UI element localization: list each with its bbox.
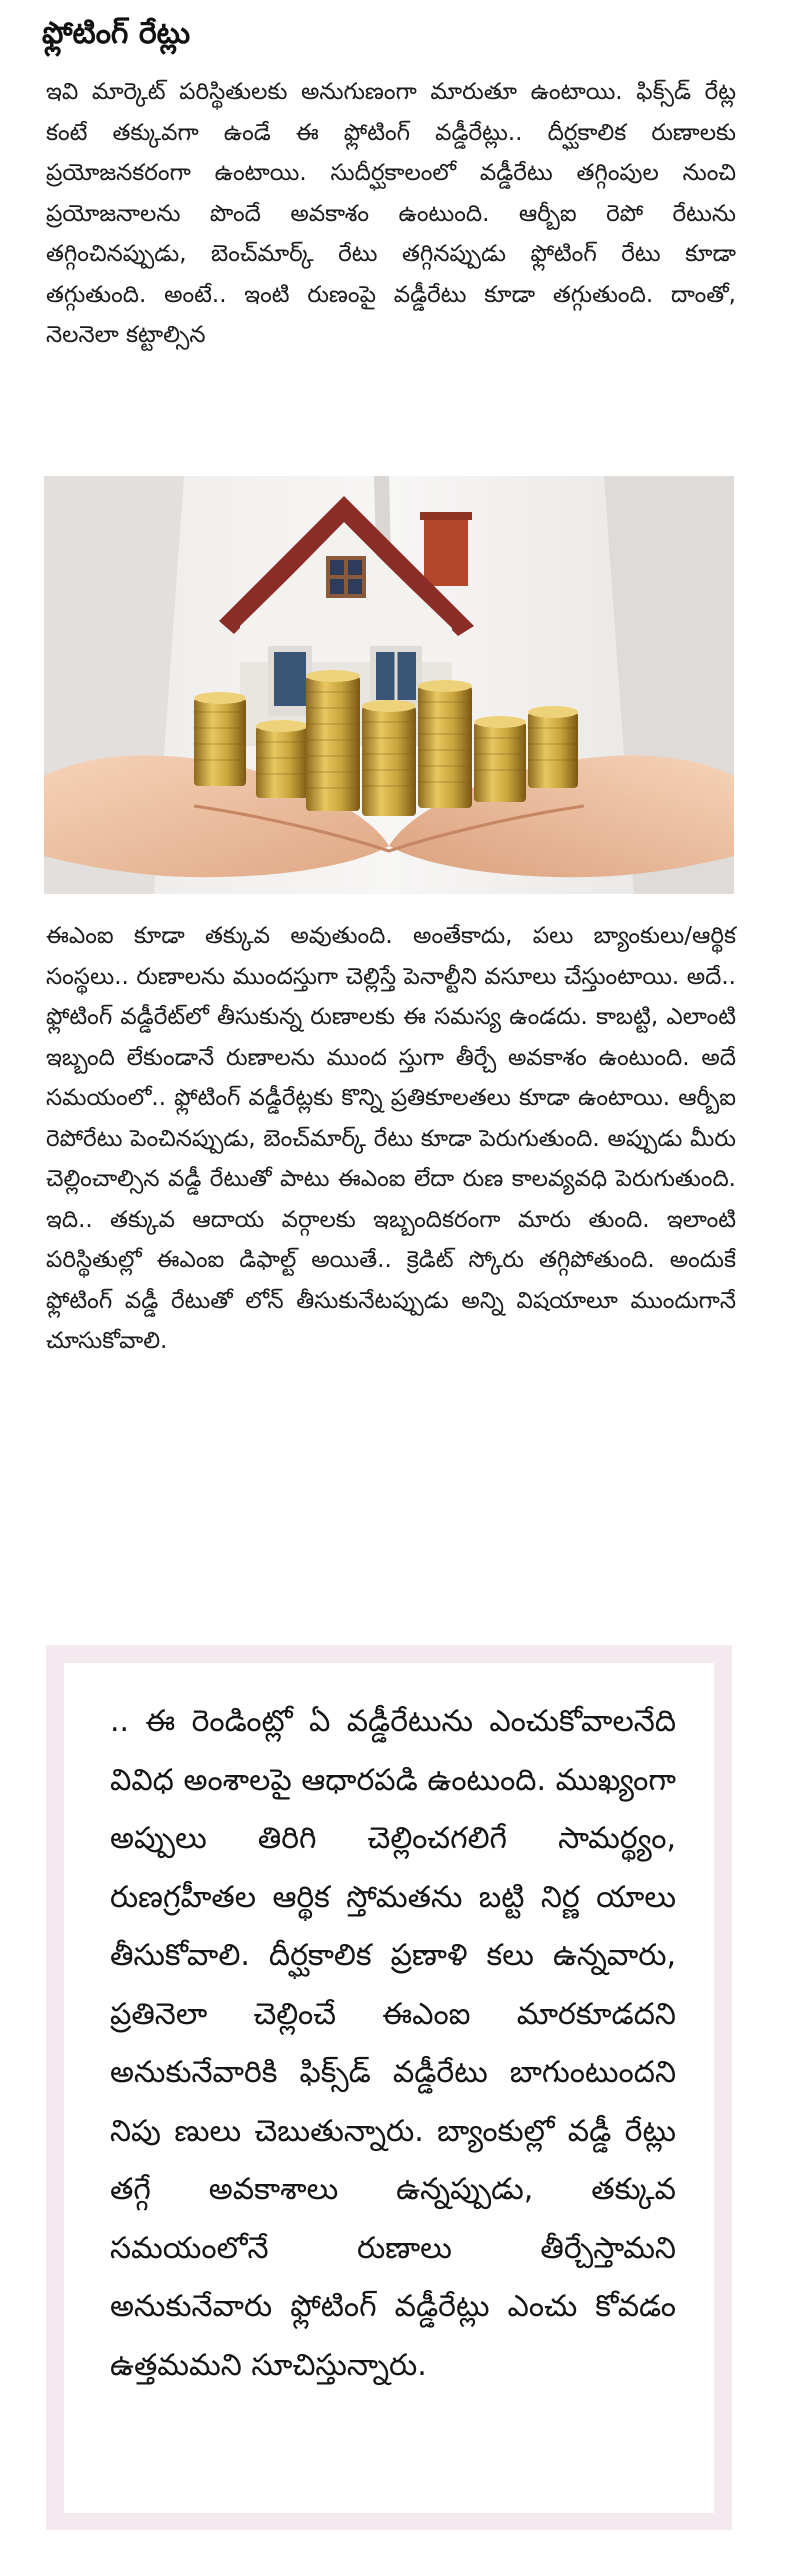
article-heading: ఫ్లోటింగ్ రేట్లు bbox=[42, 16, 191, 51]
summary-box bbox=[46, 1645, 732, 2530]
summary-box-text: .. ఈ రెండింట్లో ఏ వడ్డీరేటును ఎంచుకోవాలనేది వివిధ అంశాలపై ఆధారపడి ఉంటుంది. ముఖ్యంగా అప్పులు తిరిగి చెల్లించగలిగే సామర్థ్యం, రుణగ్రహీతల ఆర్థిక స్తోమతను బట్టి నిర్ణ యాలు తీసుకోవాలి. దీర్ఘకాలిక ప్రణాళి కలు ఉన్నవారు, ప్రతినెలా చెల్లించే ఈఎంఐ మారకూడదని అనుకునేవారికి ఫిక్స్‌డ్ వడ్డీరేటు బాగుంటుందని నిపు ణులు చెబుతున్నారు. బ్యాంకుల్లో వడ్డీ రేట్లు తగ్గే అవకాశాలు ఉన్నప్పుడు, తక్కువ సమయంలోనే రుణాలు తీర్చేస్తామని అనుకునేవారు ఫ్లోటింగ్ వడ్డీరేట్లు ఎంచు కోవడం ఉత్తమమని సూచిస్తున్నారు. bbox=[64, 1663, 714, 2513]
house-on-coins-in-hands-icon bbox=[44, 476, 734, 894]
article-paragraph-1: ఇవి మార్కెట్ పరిస్థితులకు అనుగుణంగా మారుతూ ఉంటాయి. ఫిక్స్‌డ్ రేట్ల కంటే తక్కువగా ఉండే ఈ ఫ్లోటింగ్ వడ్డీరేట్లు.. దీర్ఘకాలిక రుణాలకు ప్రయోజనకరంగా ఉంటాయి. సుదీర్ఘకాలంలో వడ్డీరేటు తగ్గింపుల నుంచి ప్రయోజనాలను పొందే అవకాశం ఉంటుంది. ఆర్బీఐ రెపో రేటును తగ్గించినప్పుడు, బెంచ్‌మార్క్ రేటు తగ్గినప్పుడు ఫ్లోటింగ్ రేటు కూడా తగ్గుతుంది. అంటే.. ఇంటి రుణంపై వడ్డీరేటు కూడా తగ్గుతుంది. దాంతో, నెలనెలా కట్టాల్సిన bbox=[46, 79, 736, 348]
article-paragraph-2: ఈఎంఐ కూడా తక్కువ అవుతుంది. అంతేకాదు, పలు బ్యాంకులు/ఆర్థిక సంస్థలు.. రుణాలను ముందస్తుగా చెల్లిస్తే పెనాల్టీని వసూలు చేస్తుంటాయి. అదే.. ఫ్లోటింగ్ వడ్డీరేట్‌లో తీసుకున్న రుణాలకు ఈ సమస్య ఉండదు. కాబట్టి, ఎలాంటి ఇబ్బంది లేకుండానే రుణాలను ముంద స్తుగా తీర్చే అవకాశం ఉంటుంది. అదే సమయంలో.. ఫ్లోటింగ్ వడ్డీరేట్లకు కొన్ని ప్రతికూలతలు కూడా ఉంటాయి. ఆర్బీఐ రెపోరేటు పెంచినప్పుడు, బెంచ్‌మార్క్ రేటు కూడా పెరుగుతుంది. అప్పుడు మీరు చెల్లించాల్సిన వడ్డీ రేటుతో పాటు ఈఎంఐ లేదా రుణ కాలవ్యవధి పెరుగుతుంది. ఇది.. తక్కువ ఆదాయ వర్గాలకు ఇబ్బందికరంగా మారు తుంది. ఇలాంటి పరిస్థితుల్లో ఈఎంఐ డిఫాల్ట్ అయితే.. క్రెడిట్ స్కోరు తగ్గిపోతుంది. అందుకే ఫ్లోటింగ్ వడ్డీ రేటుతో లోన్ తీసుకునేటప్పుడు అన్ని విషయాలూ ముందుగానే చూసుకోవాలి. bbox=[46, 923, 736, 1354]
